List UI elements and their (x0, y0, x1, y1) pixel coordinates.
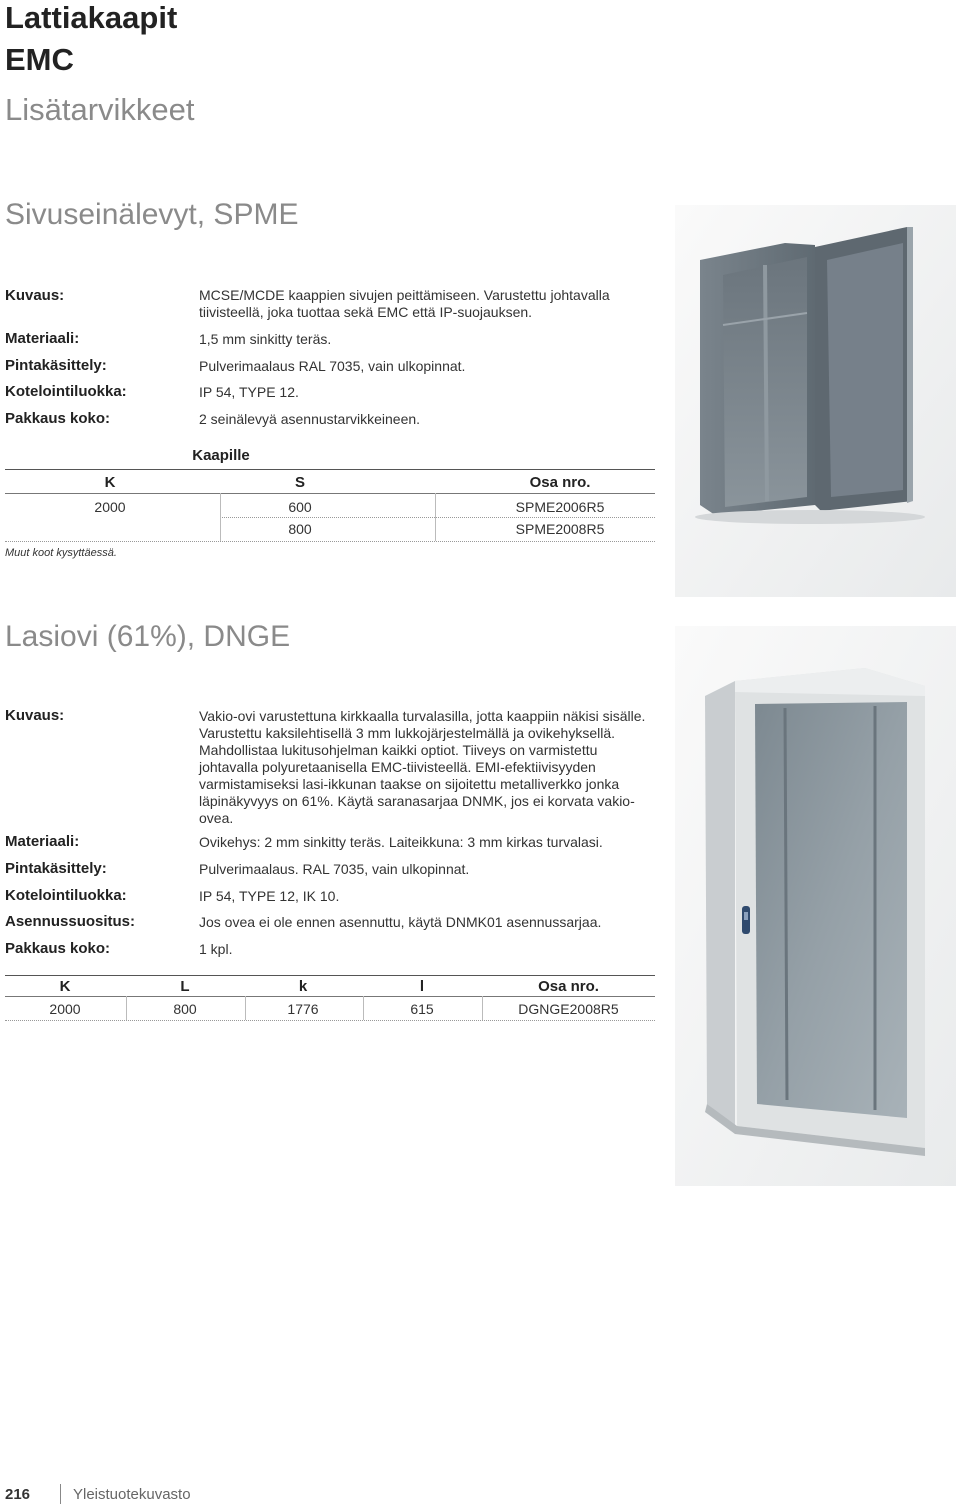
table-header-rule (5, 469, 655, 470)
table-header-bottom-rule (5, 996, 655, 997)
spec-label-kotelointiluokka: Kotelointiluokka: (5, 887, 127, 904)
spec-label-pakkaus: Pakkaus koko: (5, 940, 111, 957)
table-cell: 600 (288, 499, 312, 515)
spec-value-materiaali: 1,5 mm sinkitty teräs. (199, 331, 332, 347)
table-group-header: Kaapille (192, 447, 250, 464)
table-row-divider (220, 517, 655, 518)
section1-heading: Sivuseinälevyt, SPME (5, 198, 299, 231)
table-col-divider (245, 996, 246, 1020)
cabinet-side-panels-photo (675, 205, 956, 597)
table-cell: 2000 (49, 1001, 81, 1017)
spec-value-kuvaus-line5: varmistamiseksi lasi-ikkunan taakse on sijoitettu metalliverkko jonka (199, 776, 620, 792)
table-col-k-small: k (298, 978, 308, 995)
document-title-line1: Lattiakaapit (5, 0, 178, 35)
table-col-l: L (180, 978, 190, 995)
spec-value-kuvaus-line1: MCSE/MCDE kaappien sivujen peittämiseen. Varustettu johtavalla (199, 287, 610, 303)
table-cell: 1776 (287, 1001, 319, 1017)
spec-value-asennussuositus: Jos ovea ei ole ennen asennuttu, käytä DNMK01 asennussarjaa. (199, 914, 602, 930)
table-cell: SPME2008R5 (515, 521, 605, 537)
spec-value-pintakasittely: Pulverimaalaus RAL 7035, vain ulkopinnat. (199, 358, 466, 374)
page-number: 216 (5, 1486, 31, 1503)
spec-value-pakkaus: 2 seinälevyä asennustarvikkeineen. (199, 411, 421, 427)
table-header-rule (5, 975, 655, 976)
spec-value-kotelointiluokka: IP 54, TYPE 12, IK 10. (199, 888, 340, 904)
table-col-k: K (104, 474, 116, 491)
spec-label-kotelointiluokka: Kotelointiluokka: (5, 383, 127, 400)
glass-door-cabinet-image (675, 626, 956, 1186)
table-cell: 800 (288, 521, 312, 537)
document-subtitle: Lisätarvikkeet (5, 92, 195, 127)
spec-label-kuvaus: Kuvaus: (5, 707, 65, 724)
spec-label-pintakasittely: Pintakäsittely: (5, 357, 107, 374)
spec-value-kuvaus-line4: johtavalla polyuretaanisella EMC-tiivisteellä. EMI-efektiivisyyden (199, 759, 596, 775)
table-bottom-rule (5, 541, 655, 542)
table-bottom-rule (5, 1020, 655, 1021)
spec-value-kuvaus-line2: Varustettu kaksilehtisellä 3 mm lukkojärjestelmällä ja ovikehyksellä. (199, 725, 616, 741)
table-col-divider (435, 493, 436, 541)
table-cell: 800 (173, 1001, 197, 1017)
table-col-k: K (59, 978, 71, 995)
spec-value-kotelointiluokka: IP 54, TYPE 12. (199, 384, 299, 400)
table-col-osanro: Osa nro. (529, 474, 591, 491)
cabinet-side-panels-image (675, 205, 956, 597)
table-col-divider (126, 996, 127, 1020)
spec-label-kuvaus: Kuvaus: (5, 287, 65, 304)
table-col-divider (482, 996, 483, 1020)
table-header-bottom-rule (5, 493, 655, 494)
section2-heading: Lasiovi (61%), DNGE (5, 620, 291, 653)
spec-label-materiaali: Materiaali: (5, 833, 80, 850)
table-col-osanro: Osa nro. (538, 978, 599, 995)
table-col-divider (220, 493, 221, 541)
spec-value-kuvaus-line2: tiivisteellä, joka tuottaa sekä EMC että IP-suojauksen. (199, 304, 533, 320)
spec-value-kuvaus-line1: Vakio-ovi varustettuna kirkkaalla turvalasilla, jotta kaappiin näkisi sisälle. (199, 708, 646, 724)
section1-note: Muut koot kysyttäessä. (5, 547, 117, 559)
spec-value-kuvaus-line6: läpinäkyvyys on 61%. Käytä saranasarjaa DNMK, jos ei korvata vakio- (199, 793, 635, 809)
footer-divider (60, 1484, 61, 1504)
spec-label-pintakasittely: Pintakäsittely: (5, 860, 107, 877)
catalog-name: Yleistuotekuvasto (73, 1486, 191, 1503)
table-col-l-small: l (419, 978, 425, 995)
spec-value-kuvaus-line7: ovea. (199, 810, 234, 826)
spec-label-pakkaus: Pakkaus koko: (5, 410, 111, 427)
spec-label-asennussuositus: Asennussuositus: (5, 913, 136, 930)
table-cell: 615 (410, 1001, 434, 1017)
spec-label-materiaali: Materiaali: (5, 330, 80, 347)
spec-value-materiaali: Ovikehys: 2 mm sinkitty teräs. Laiteikkuna: 3 mm kirkas turvalasi. (199, 834, 603, 850)
table-cell: SPME2006R5 (515, 499, 605, 515)
table-cell: DGNGE2008R5 (518, 1001, 619, 1017)
document-title-line2: EMC (5, 42, 74, 77)
table-cell: 2000 (94, 499, 126, 515)
table-col-s: S (294, 474, 305, 491)
spec-value-kuvaus-line3: Mahdollistaa lukitusohjelman kaikki optiot. Tiiveys on varmistettu (199, 742, 598, 758)
glass-door-cabinet-photo (675, 626, 956, 1186)
spec-value-pakkaus: 1 kpl. (199, 941, 233, 957)
table-col-divider (363, 996, 364, 1020)
spec-value-pintakasittely: Pulverimaalaus. RAL 7035, vain ulkopinnat. (199, 861, 470, 877)
